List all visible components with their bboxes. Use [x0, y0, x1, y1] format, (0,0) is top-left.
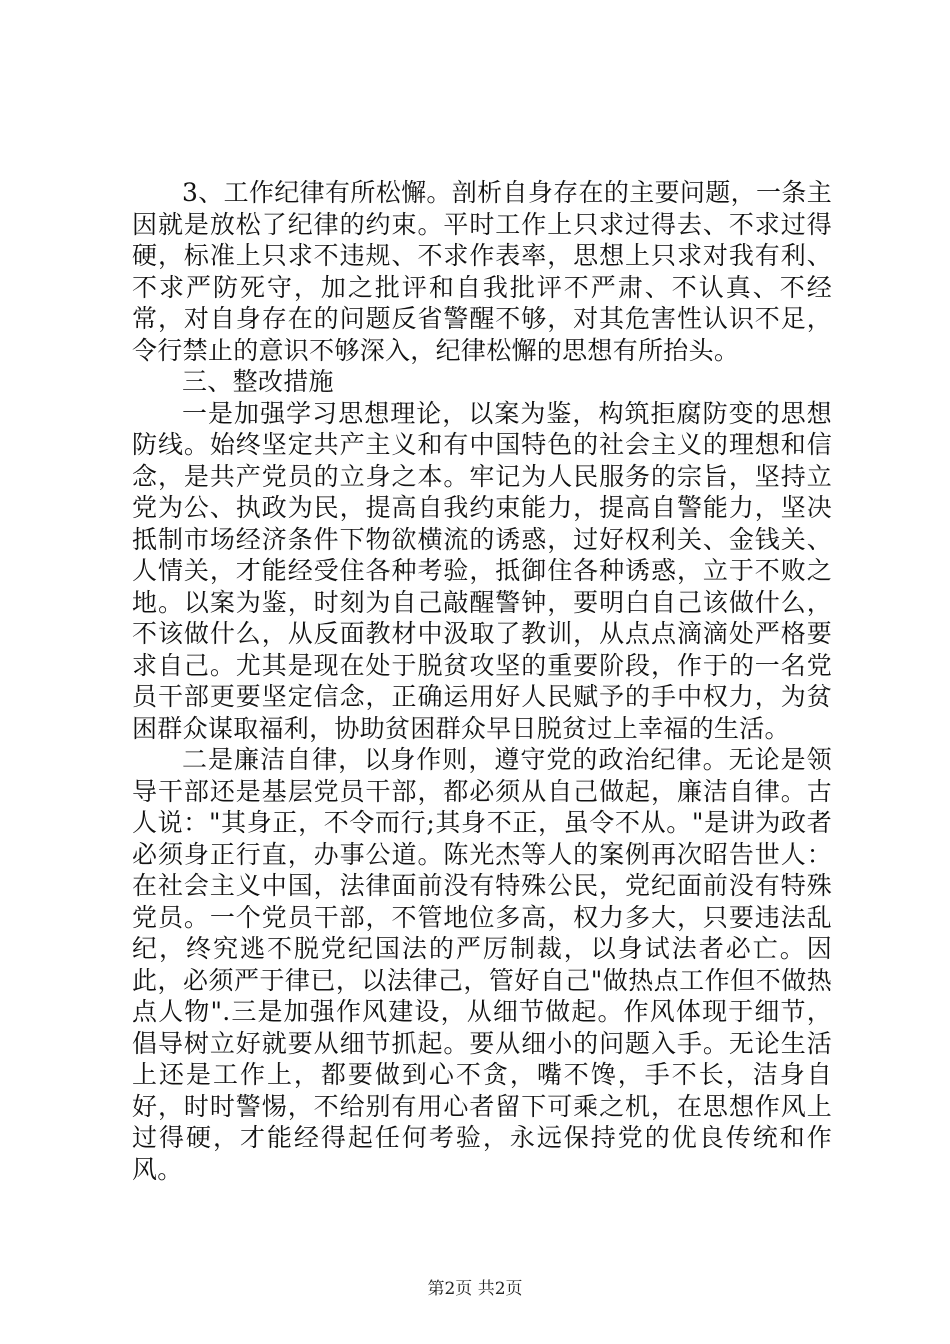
paragraph-measure-one: 一是加强学习思想理论，以案为鉴，构筑拒腐防变的思想防线。始终坚定共产主义和有中国特色的社会主义的理想和信念，是共产党员的立身之本。牢记为人民服务的宗旨，坚持立党为公、执政为民，提高自我约束能力，提高自警能力，坚决抵制市场经济条件下物欲横流的诱惑，过好权利关、金钱关、人情关，才能经受住各种考验，抵御住各种诱惑，立于不败之地。以案为鉴，时刻为自己敲醒警钟，要明白自己该做什么，不该做什么，从反面教材中汲取了教训，从点点滴滴处严格要求自己。尤其是现在处于脱贫攻坚的重要阶段，作于的一名党员干部更要坚定信念，正确运用好人民赋予的手中权力，为贫困群众谋取福利，协助贫困群众早日脱贫过上幸福的生活。	[132, 398, 832, 743]
paragraph-measure-two: 二是廉洁自律，以身作则，遵守党的政治纪律。无论是领导干部还是基层党员干部，都必须从自己做起，廉洁自律。古人说："其身正，不令而行;其身不正，虽令不从。"是讲为政者必须身正行直，办事公道。陈光杰等人的案例再次昭告世人：在社会主义中国，法律面前没有特殊公民，党纪面前没有特殊党员。一个党员干部，不管地位多高，权力多大，只要违法乱纪，终究逃不脱党纪国法的严厉制裁，以身试法者必亡。因此，必须严于律已，以法律己，管好自己"做热点工作但不做热点人物".三是加强作风建设，从细节做起。作风体现于细节，倡导树立好就要从细节抓起。要从细小的问题入手。无论生活上还是工作上，都要做到心不贪，嘴不馋，手不长，洁身自好，时时警惕，不给别有用心者留下可乘之机，在思想作风上过得硬，才能经得起任何考验，永远保持党的优良传统和作风。	[132, 745, 832, 1184]
document-body	[132, 177, 832, 1185]
page-footer: 第2页 共2页	[427, 1279, 523, 1299]
paragraph-discipline-issue: 3、工作纪律有所松懈。剖析自身存在的主要问题，一条主因就是放松了纪律的约束。平时工作上只求过得去、不求过得硬，标准上只求不违规、不求作表率，思想上只求对我有利、不求严防死守，加之批评和自我批评不严肃、不认真、不经常，对自身存在的问题反省警醒不够，对其危害性认识不足，令行禁止的意识不够深入，纪律松懈的思想有所抬头。	[132, 178, 832, 365]
section-heading-rectification: 三、整改措施	[182, 367, 334, 396]
